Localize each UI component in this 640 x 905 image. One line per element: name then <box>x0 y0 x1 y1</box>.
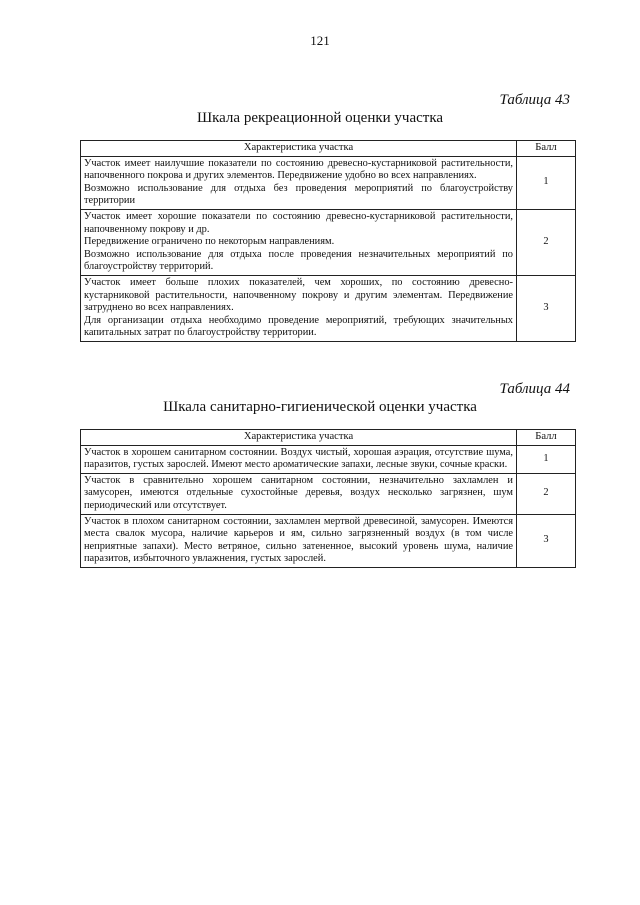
characteristic-cell <box>81 156 517 209</box>
characteristic-cell <box>81 275 517 341</box>
score-cell: 3 <box>517 275 576 341</box>
characteristic-text: Для организации отдыха необходимо проведение мероприятий, требующих значительных капитальных затрат по благоустройству территории. <box>84 314 513 339</box>
table-header-row <box>81 430 576 446</box>
characteristic-text: Участок в плохом санитарном состоянии, захламлен мертвой древесиной, замусорен. Имеются места свалок мусора, наличие карьеров и ям, сильно загрязненный воздух (в том числе неприятные запахи). Место ветряное, сильно затененное, высокий уровень шума, наличие паразитов, избыточного увлажнения, густых зарослей. <box>84 515 513 565</box>
characteristic-text: Передвижение ограничено по некоторым направлениям. <box>84 236 335 248</box>
header-characteristic: Характеристика участка <box>81 430 517 446</box>
table-44-caption: Таблица 44 <box>499 381 570 397</box>
table-43-caption: Таблица 43 <box>499 92 570 108</box>
characteristic-text: Возможно использование для отдыха после проведения незначительных мероприятий по благоустройству территорий. <box>84 248 513 273</box>
header-score: Балл <box>517 430 576 446</box>
recreational-assessment-table <box>80 140 576 342</box>
characteristic-text: Участок имеет больше плохих показателей, чем хороших, по состоянию древесно-кустарниковой растительности, напочвенному покрову и другим элементам. Передвижение затруднено во всех направлениях. <box>84 276 513 314</box>
score-cell: 2 <box>517 209 576 275</box>
table-row <box>81 514 576 567</box>
characteristic-text: Участок в хорошем санитарном состоянии. Воздух чистый, хорошая аэрация, отсутствие шума, паразитов, густых зарослей. Имеют место ароматические запахи, лесные звуки, сочные краски. <box>84 446 513 471</box>
header-characteristic: Характеристика участка <box>81 141 517 157</box>
characteristic-text: Возможно использование для отдыха без проведения мероприятий по благоустройству территории <box>84 182 513 207</box>
characteristic-text: Участок имеет хорошие показатели по состоянию древесно-кустарниковой растительности, напочвенному покрову и др. <box>84 210 513 235</box>
table-row <box>81 209 576 275</box>
characteristic-cell <box>81 473 517 514</box>
score-cell: 1 <box>517 445 576 473</box>
characteristic-cell <box>81 209 517 275</box>
table-row <box>81 156 576 209</box>
table-header-row <box>81 141 576 157</box>
characteristic-cell <box>81 445 517 473</box>
page-number: 121 <box>310 33 330 48</box>
table-43-title: Шкала рекреационной оценки участка <box>196 110 444 126</box>
sanitary-assessment-table <box>80 429 576 568</box>
characteristic-cell <box>81 514 517 567</box>
score-cell: 1 <box>517 156 576 209</box>
table-row <box>81 473 576 514</box>
score-cell: 3 <box>517 514 576 567</box>
characteristic-text: Участок в сравнительно хорошем санитарном состоянии, незначительно захламлен и замусорен, имеются отдельные сухостойные деревья, воздух несколько загрязнен, шум периодический или отсутствует. <box>84 474 513 511</box>
score-cell: 2 <box>517 473 576 514</box>
characteristic-text: Участок имеет наилучшие показатели по состоянию древесно-кустарниковой растительности, напочвенного покрова и других элементов. Передвижение удобно во всех направлениях. <box>84 157 513 182</box>
header-score: Балл <box>517 141 576 157</box>
table-row <box>81 445 576 473</box>
table-row <box>81 275 576 341</box>
table-44-title: Шкала санитарно-гигиенической оценки участка <box>163 399 477 415</box>
